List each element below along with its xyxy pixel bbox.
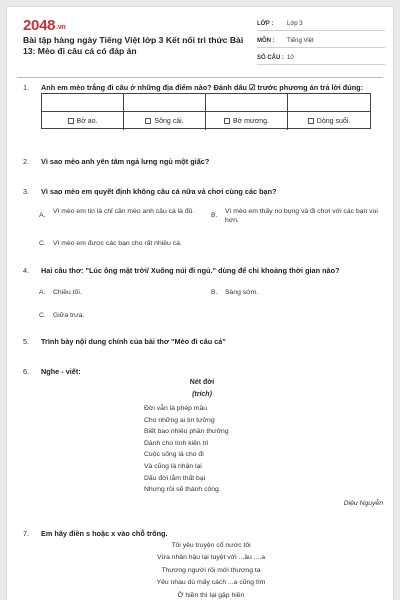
table-cell	[288, 94, 370, 112]
site-logo[interactable]: 2048.vn	[23, 17, 66, 34]
worksheet-meta	[257, 17, 385, 68]
meta-row-class: LỚP : Lớp 3	[257, 17, 385, 31]
q1-option-2[interactable]: Sông cái.	[124, 112, 206, 130]
q1-option-4[interactable]: Dòng suối.	[288, 112, 370, 130]
poem-line: Biết bao nhiêu phần thưởng	[144, 428, 229, 436]
poem-line: Vừa nhân hậu lại tuyệt vời ...âu ....a	[156, 554, 265, 562]
poem-title: Nét đời	[189, 379, 215, 386]
meta-row-subject: MÔN : Tiếng Việt	[257, 34, 385, 48]
checkbox-icon[interactable]	[145, 118, 151, 124]
q1-option-3[interactable]: Bờ mương.	[206, 112, 288, 130]
q7-poem-body	[111, 540, 311, 600]
header-divider	[17, 77, 383, 78]
q1-option-1[interactable]: Bờ ao.	[42, 112, 124, 130]
poem-line: Cuộc sống là cho đi	[144, 451, 204, 459]
poem-line: Tôi yêu truyện cổ nước tôi	[171, 542, 251, 549]
q1-answer-table	[41, 93, 371, 129]
poem-line: Đời vẫn là phép mầu	[144, 405, 208, 412]
worksheet-page: 2048.vn Bài tập hàng ngày Tiếng Việt lớp 3 Kết nối tri thức Bài 13: Mèo đi câu cá có đáp án LỚP : Lớp 3 MÔN : Tiếng Việt SỐ CÂU : 10 1. Anh em mèo trắng đi câu ở những địa điểm nào? Đánh dấu ☑ trước phương án trả lời đúng: Bờ ao. Sông cái. Bờ mương. Dòng suối. 2. Vì sao mèo anh yên tâm ngả lưng ngủ một giấc? 3. Vì sao mèo em quyết định không câu cá nữa và chơi cùng các bạn? A. Vì mèo em tin là chỉ cần mèo anh câu cá là đủ. B. Vì mèo em thấy no bụng và đi chơi với các bạn vui hơn. C. Vì mèo em được các bạn cho rất nhiều cá. 4. Hai câu thơ: "Lúc ông mặt trời/ Xuống núi đi ngủ." dùng để chỉ khoảng thời gian nào? A. Chiều tối. B. Sáng sớm. C. Giữa trưa. 5. Trình bày nội dung chính của bài thơ "Mèo đi câu cá" 6. Nghe - viết: Nét đời (trích) Đời vẫn là phép mầu Cho những ai tin tưởng Biết bao nhiêu phần thưởng Dành cho tính kiên trì Cuộc sống là cho đi Và cũng là nhận lại Dấu đời lắm thất bại Nhưng rồi sẽ thành công. Diệu Nguyễn 7. Em hãy điền s hoặc x vào chỗ trống. Tôi yêu truyện cổ nước tôi Vừa nhân hậu lại tuyệt vời ...âu ....a Thương người rồi mới thương ta Yêu nhau dù mấy cách ...a cũng tìm Ở hiền thì lại gặp hiền	[6, 6, 394, 600]
worksheet-title: Bài tập hàng ngày Tiếng Việt lớp 3 Kết nối tri thức Bài 13: Mèo đi câu cá có đáp án	[23, 35, 244, 56]
meta-row-count: SỐ CÂU : 10	[257, 51, 385, 65]
poem-author: Diệu Nguyễn	[343, 500, 383, 507]
checkbox-icon[interactable]	[68, 118, 74, 124]
poem-line: Ở hiền thì lại gặp hiền	[177, 591, 245, 599]
poem-line: Dấu đời lắm thất bại	[144, 474, 206, 482]
poem-line: Dành cho tính kiên trì	[144, 439, 209, 447]
worksheet-header	[7, 7, 393, 71]
poem-line: Thương người rồi mới thương ta	[161, 566, 261, 574]
poem-line: Và cũng là nhận lại	[144, 462, 202, 470]
poem-line: Cho những ai tin tưởng	[144, 416, 215, 424]
poem-line: Nhưng rồi sẽ thành công.	[144, 486, 221, 494]
table-cell	[206, 94, 288, 112]
poem-subtitle: (trích)	[192, 391, 212, 398]
checkbox-icon[interactable]	[224, 118, 230, 124]
poem-line: Yêu nhau dù mấy cách ...a cũng tìm	[156, 579, 266, 587]
poem-body	[144, 403, 284, 496]
checkbox-icon[interactable]	[308, 118, 314, 124]
table-cell	[42, 94, 124, 112]
table-cell	[124, 94, 206, 112]
